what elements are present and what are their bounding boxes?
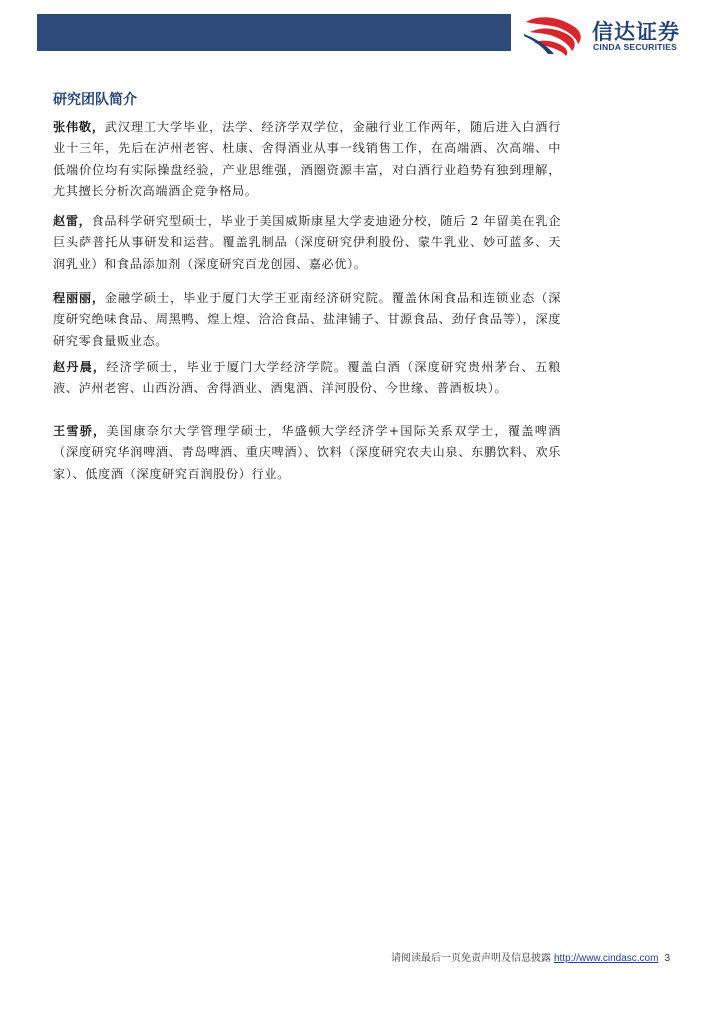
website-link[interactable]: http://www.cindasc.com xyxy=(553,953,659,964)
logo-english-text: CINDA SECURITIES xyxy=(593,42,678,52)
team-member-bio xyxy=(53,357,561,400)
team-member-name: 张伟敬， xyxy=(53,120,105,134)
team-member-description: 武汉理工大学毕业，法学、经济学双学位，金融行业工作两年，随后进入白酒行业十三年，先后在泸州老窖、杜康、舍得酒业从事一线销售工作，在高端酒、次高端、中低端价位均有实际操盘经验，产业思维强，酒圈资源丰富，对白酒行业趋势有独到理解，尤其擅长分析次高端酒企竞争格局。 xyxy=(53,120,562,199)
header-bar xyxy=(37,14,511,51)
company-logo xyxy=(524,14,704,56)
disclaimer-notice: 请阅读最后一页免责声明及信息披露 xyxy=(390,953,551,964)
team-member-bio xyxy=(53,288,561,352)
team-member-description: 食品科学研究型硕士，毕业于美国威斯康星大学麦迪逊分校，随后 2 年留美在乳企巨头萨普托从事研发和运营。覆盖乳制品（深度研究伊利股份、蒙牛乳业、妙可蓝多、天润乳业）和食品添加剂（深度研究百龙创园、嘉必优）。 xyxy=(53,214,561,271)
team-member-name: 赵雷， xyxy=(53,214,92,228)
team-member-name: 王雪骄， xyxy=(53,424,107,438)
team-member-name: 赵丹晨， xyxy=(53,360,107,374)
page-footer xyxy=(391,949,670,964)
logo-mark-icon xyxy=(524,14,586,56)
team-member-bio xyxy=(53,421,561,485)
team-member-name: 程丽丽， xyxy=(53,291,105,305)
page-number: 3 xyxy=(664,953,670,964)
team-member-description: 美国康奈尔大学管理学硕士，华盛顿大学经济学+国际关系双学士，覆盖啤酒（深度研究华润啤酒、青岛啤酒、重庆啤酒）、饮料（深度研究农夫山泉、东鹏饮料、欢乐家）、低度酒（深度研究百润股份）行业。 xyxy=(53,424,562,481)
team-member-description: 经济学硕士，毕业于厦门大学经济学院。覆盖白酒（深度研究贵州茅台、五粮液、泸州老窖、山西汾酒、舍得酒业、酒鬼酒、洋河股份、今世缘、普酒板块）。 xyxy=(53,360,562,396)
logo-chinese-text: 信达证券 xyxy=(592,20,680,44)
team-member-description: 金融学硕士，毕业于厦门大学王亚南经济研究院。覆盖休闲食品和连锁业态（深度研究绝味食品、周黑鸭、煌上煌、洽洽食品、盐津铺子、甘源食品、劲仔食品等），深度研究零食量贩业态。 xyxy=(53,291,562,348)
team-member-bio xyxy=(53,117,561,203)
section-title: 研究团队简介 xyxy=(53,92,137,108)
team-member-bio xyxy=(53,211,561,275)
